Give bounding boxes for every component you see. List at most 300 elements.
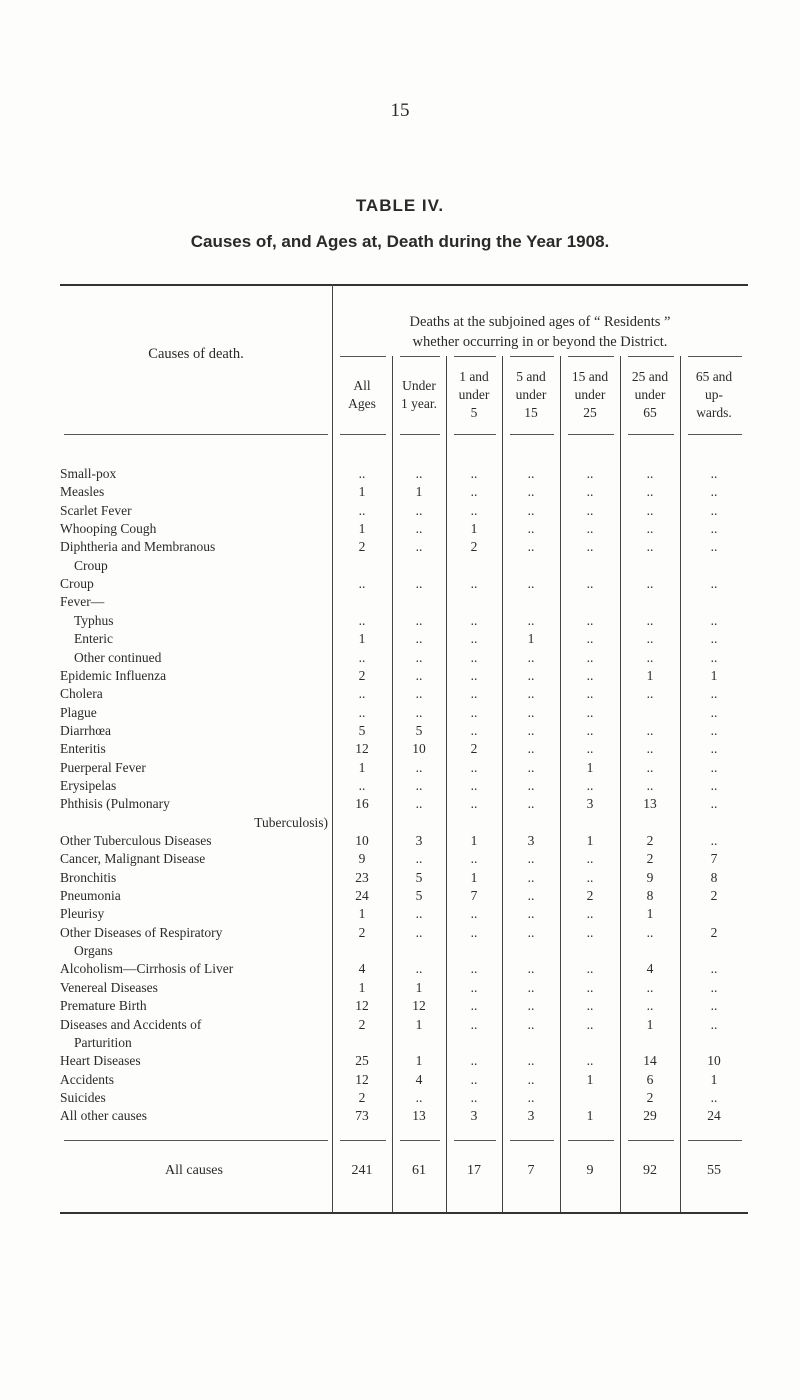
table-cell: .. (710, 1016, 718, 1032)
cause-label: Parturition (74, 1034, 132, 1050)
table-cell: 1 (646, 906, 654, 922)
table-cell: 8 (710, 869, 718, 885)
table-cell: .. (527, 722, 535, 738)
table-cell: 1 (415, 484, 423, 500)
table-cell: 1 (710, 667, 718, 683)
table-cell: .. (470, 631, 478, 647)
table-cell: .. (470, 851, 478, 867)
table-cell: 1 (470, 521, 478, 537)
table-cell: .. (527, 704, 535, 720)
table-cell: .. (586, 741, 594, 757)
table-cell: 2 (586, 888, 594, 904)
table-cell: .. (415, 796, 423, 812)
table-cell: .. (646, 612, 654, 628)
totals-separator (340, 1140, 386, 1141)
cause-label: Diseases and Accidents of (60, 1016, 202, 1032)
column-header (621, 368, 679, 422)
table-cell: .. (527, 851, 535, 867)
table-cell: 1 (470, 833, 478, 848)
table-cell: .. (586, 998, 594, 1014)
header-separator (454, 356, 496, 357)
cause-label: Enteric (74, 631, 113, 647)
table-cell: .. (586, 539, 594, 555)
table-cell: 1 (358, 759, 366, 775)
cause-label: Diarrhœa (60, 722, 111, 738)
column-header-line: under (634, 387, 666, 402)
header-bottom-separator (400, 434, 440, 435)
table-cell: .. (470, 777, 478, 793)
totals-label: All causes (165, 1163, 223, 1178)
table-cell: .. (586, 466, 594, 481)
table-cell: .. (527, 466, 535, 481)
column-header-line: 25 and (631, 369, 669, 384)
table-cell: .. (586, 502, 594, 518)
table-cell: .. (646, 722, 654, 738)
table-cell: 25 (355, 1053, 369, 1069)
table-cell: 2 (710, 924, 718, 940)
table-top-rule (60, 284, 748, 286)
table-cell: .. (646, 741, 654, 757)
table-cell: .. (527, 1071, 535, 1087)
table-cell: 1 (586, 1108, 594, 1124)
table-row (0, 723, 800, 741)
header-bottom-separator (64, 434, 328, 435)
column-header-line: wards. (696, 405, 732, 420)
cause-label: Scarlet Fever (60, 502, 132, 518)
table-row (0, 796, 800, 814)
table-row (0, 686, 800, 704)
table-cell: 9 (646, 869, 654, 885)
table-cell: .. (586, 576, 594, 592)
column-header (393, 377, 445, 413)
table-cell: .. (710, 686, 718, 702)
table-cell: 2 (646, 1089, 654, 1105)
table-cell: .. (710, 759, 718, 775)
table-cell: .. (527, 502, 535, 518)
page-number: 15 (390, 100, 410, 121)
table-cell: .. (527, 998, 535, 1014)
table-row (0, 1053, 800, 1071)
table-cell: 10 (355, 833, 369, 848)
table-cell: .. (470, 1016, 478, 1032)
table-cell: .. (470, 466, 478, 481)
table-cell: .. (470, 1071, 478, 1087)
table-cell: 13 (412, 1108, 426, 1124)
table-cell: .. (470, 1053, 478, 1069)
table-row (0, 760, 800, 778)
table-cell: .. (646, 502, 654, 518)
table-cell: .. (527, 612, 535, 628)
table-cell: .. (710, 539, 718, 555)
table-cell: .. (470, 704, 478, 720)
table-row (0, 980, 800, 998)
table-cell: 1 (358, 521, 366, 537)
cause-label: Croup (74, 557, 108, 573)
header-bottom-separator (568, 434, 614, 435)
table-cell: 1 (527, 631, 535, 647)
table-cell: .. (710, 649, 718, 665)
table-title: TABLE IV. (355, 196, 445, 215)
table-cell: 2 (358, 539, 366, 555)
table-row (0, 1108, 800, 1126)
table-cell: 5 (415, 888, 423, 904)
table-cell: 10 (707, 1053, 721, 1069)
table-cell: .. (710, 777, 718, 793)
table-cell: .. (646, 979, 654, 995)
cause-label: Other Tuberculous Diseases (60, 833, 212, 848)
table-cell: .. (710, 631, 718, 647)
cause-label: Accidents (60, 1071, 114, 1087)
table-cell: .. (415, 906, 423, 922)
table-row (0, 705, 800, 723)
table-cell: .. (646, 521, 654, 537)
table-cell: .. (415, 759, 423, 775)
table-cell: .. (586, 612, 594, 628)
cause-label: Erysipelas (60, 777, 117, 793)
header-bottom-separator (340, 434, 386, 435)
table-cell: .. (415, 851, 423, 867)
header-bottom-separator (510, 434, 554, 435)
header-bottom-separator (628, 434, 674, 435)
table-cell: .. (415, 924, 423, 940)
cause-label: Fever— (60, 594, 105, 610)
table-cell: 3 (586, 796, 594, 812)
table-cell: .. (527, 484, 535, 500)
totals-cell: 241 (351, 1163, 373, 1178)
column-header (681, 368, 747, 422)
table-cell: .. (710, 704, 718, 720)
table-cell: 2 (358, 1016, 366, 1032)
table-cell: 2 (470, 741, 478, 757)
table-cell: .. (358, 502, 366, 518)
table-cell: 10 (412, 741, 426, 757)
table-cell: .. (710, 612, 718, 628)
table-cell: 4 (646, 961, 654, 977)
table-cell: 1 (646, 1016, 654, 1032)
table-row (0, 906, 800, 924)
column-header-line: Ages (348, 396, 376, 411)
table-cell: .. (415, 521, 423, 537)
column-header-line: 15 (524, 405, 538, 420)
cause-label: Croup (60, 576, 94, 592)
cause-label: Suicides (60, 1089, 106, 1105)
table-cell: 3 (527, 1108, 535, 1124)
table-cell: .. (527, 759, 535, 775)
table-cell: 2 (646, 833, 654, 848)
totals-cell: 55 (707, 1163, 721, 1178)
cause-label: Measles (60, 484, 105, 500)
table-cell: 1 (586, 759, 594, 775)
table-cell: 14 (643, 1053, 657, 1069)
header-span-line1: Deaths at the subjoined ages of “ Residents ” (409, 314, 671, 330)
totals-separator (400, 1140, 440, 1141)
cause-label: Plague (60, 704, 97, 720)
column-header-line: 1 and (459, 369, 489, 384)
totals-separator (454, 1140, 496, 1141)
header-bottom-separator (454, 434, 496, 435)
column-header-line: 65 and (695, 369, 733, 384)
cause-label: Cancer, Malignant Disease (60, 851, 206, 867)
table-cell: 9 (358, 851, 366, 867)
totals-cell: 7 (527, 1163, 535, 1178)
totals-cell: 61 (412, 1163, 426, 1178)
table-cell: .. (646, 484, 654, 500)
table-subtitle: Causes of, and Ages at, Death during the Year 1908. (190, 232, 610, 251)
table-cell: 5 (415, 869, 423, 885)
column-header-line: under (515, 387, 547, 402)
table-row (0, 1090, 800, 1108)
table-cell: 3 (415, 833, 423, 848)
table-cell: .. (646, 759, 654, 775)
totals-separator (64, 1140, 328, 1141)
table-cell: .. (470, 924, 478, 940)
table-cell: .. (527, 649, 535, 665)
table-cell: .. (415, 961, 423, 977)
table-cell: .. (586, 704, 594, 720)
table-cell: .. (527, 979, 535, 995)
column-header (503, 368, 559, 422)
table-row (0, 1017, 800, 1035)
cause-label: Other continued (74, 649, 162, 665)
table-cell: .. (710, 833, 718, 848)
column-header-line: 25 (583, 405, 597, 420)
totals-cell: 92 (643, 1163, 657, 1178)
table-row (0, 539, 800, 557)
table-cell: .. (710, 466, 718, 481)
cause-label: Whooping Cough (60, 521, 157, 537)
table-cell: 24 (355, 888, 369, 904)
table-cell: .. (527, 576, 535, 592)
cause-label: Pleurisy (60, 906, 105, 922)
table-cell: .. (527, 521, 535, 537)
table-cell: .. (415, 466, 423, 481)
table-row (0, 1072, 800, 1090)
table-cell: .. (527, 667, 535, 683)
table-cell: 1 (358, 979, 366, 995)
column-header-line: 65 (643, 405, 657, 420)
table-cell: .. (527, 686, 535, 702)
cause-label: Tuberculosis) (254, 814, 328, 830)
table-cell: 1 (415, 1053, 423, 1069)
table-cell: .. (470, 998, 478, 1014)
totals-separator (628, 1140, 674, 1141)
table-cell: .. (586, 777, 594, 793)
totals-cell: 17 (467, 1163, 481, 1178)
header-separator (568, 356, 614, 357)
table-cell: 1 (470, 869, 478, 885)
table-cell: .. (358, 466, 366, 481)
table-row (0, 851, 800, 869)
table-cell: 24 (707, 1108, 721, 1124)
cause-label: Venereal Diseases (60, 979, 158, 995)
totals-separator (510, 1140, 554, 1141)
table-cell: 8 (646, 888, 654, 904)
table-cell: .. (358, 649, 366, 665)
table-cell: .. (586, 869, 594, 885)
table-cell: .. (710, 576, 718, 592)
table-cell: .. (470, 906, 478, 922)
column-header (561, 368, 619, 422)
cause-label: Bronchitis (60, 869, 117, 885)
cause-label: Diphtheria and Membranous (60, 539, 216, 555)
cause-label: Puerperal Fever (60, 759, 146, 775)
table-cell: .. (470, 612, 478, 628)
table-cell: .. (527, 1053, 535, 1069)
table-cell: .. (470, 484, 478, 500)
cause-label: Cholera (60, 686, 103, 702)
table-cell: 1 (710, 1071, 718, 1087)
cause-label: Epidemic Influenza (60, 667, 167, 683)
table-cell: .. (586, 686, 594, 702)
table-cell: .. (710, 796, 718, 812)
table-cell: .. (415, 502, 423, 518)
table-cell: 1 (358, 484, 366, 500)
column-header-line: All (353, 378, 371, 393)
table-cell: .. (710, 961, 718, 977)
table-cell: .. (710, 998, 718, 1014)
table-row (0, 650, 800, 668)
table-cell: .. (470, 722, 478, 738)
table-cell: .. (646, 777, 654, 793)
table-cell: .. (415, 576, 423, 592)
table-cell: .. (586, 631, 594, 647)
header-span-line2: whether occurring in or beyond the District. (412, 334, 668, 350)
table-cell: 2 (470, 539, 478, 555)
header-age-span (332, 312, 748, 352)
table-cell: .. (586, 979, 594, 995)
table-cell: 12 (412, 998, 426, 1014)
table-cell: .. (527, 888, 535, 904)
table-cell: .. (586, 851, 594, 867)
table-row (0, 576, 800, 594)
table-cell: 16 (355, 796, 369, 812)
header-separator (340, 356, 386, 357)
table-cell: .. (470, 576, 478, 592)
table-cell: .. (358, 704, 366, 720)
table-cell: .. (358, 777, 366, 793)
table-cell: .. (710, 502, 718, 518)
totals-separator (688, 1140, 742, 1141)
table-cell: 12 (355, 1071, 369, 1087)
table-row (0, 503, 800, 521)
table-row (0, 870, 800, 888)
table-cell: .. (646, 924, 654, 940)
table-row (0, 521, 800, 539)
table-cell: .. (586, 924, 594, 940)
column-header-line: 5 and (516, 369, 546, 384)
table-cell: .. (527, 1016, 535, 1032)
table-row (0, 833, 800, 851)
table-row (0, 925, 800, 943)
table-row (0, 815, 800, 833)
table-row (0, 558, 800, 576)
column-header (333, 377, 391, 413)
table-bottom-rule (60, 1212, 748, 1214)
table-cell: .. (470, 649, 478, 665)
table-cell: .. (646, 576, 654, 592)
cause-label: Enteritis (60, 741, 106, 757)
table-cell: .. (527, 796, 535, 812)
header-separator (400, 356, 440, 357)
header-causes: Causes of death. (148, 346, 244, 362)
table-cell: 3 (470, 1108, 478, 1124)
table-cell: .. (470, 979, 478, 995)
table-cell: .. (646, 686, 654, 702)
table-cell: .. (527, 924, 535, 940)
table-cell: .. (710, 741, 718, 757)
table-row (0, 741, 800, 759)
cause-label: Heart Diseases (60, 1053, 141, 1069)
cause-label: Pneumonia (60, 888, 121, 904)
table-cell: .. (527, 777, 535, 793)
cause-label: Small-pox (60, 466, 117, 481)
table-cell: .. (586, 906, 594, 922)
table-row (0, 998, 800, 1016)
table-row (0, 943, 800, 961)
header-separator (628, 356, 674, 357)
table-cell: .. (470, 502, 478, 518)
table-cell: .. (527, 741, 535, 757)
cause-label: Organs (74, 943, 113, 959)
table-cell: 2 (646, 851, 654, 867)
table-cell: 2 (358, 1089, 366, 1105)
table-cell: .. (415, 631, 423, 647)
cause-label: All other causes (60, 1108, 147, 1124)
table-cell: .. (415, 612, 423, 628)
table-cell: .. (646, 466, 654, 481)
table-cell: .. (586, 1016, 594, 1032)
table-cell: 13 (643, 796, 657, 812)
column-header-line: up- (705, 387, 723, 402)
table-cell: 6 (646, 1071, 654, 1087)
table-cell: .. (415, 1089, 423, 1105)
table-cell: 5 (358, 722, 366, 738)
table-cell: 29 (643, 1108, 657, 1124)
cause-label: Typhus (74, 612, 114, 628)
header-separator (510, 356, 554, 357)
table-cell: .. (646, 998, 654, 1014)
column-header-line: under (574, 387, 606, 402)
table-cell: 73 (355, 1108, 369, 1124)
table-cell: .. (586, 484, 594, 500)
column-header-line: Under (402, 378, 436, 393)
table-cell: .. (527, 961, 535, 977)
table-cell: 2 (710, 888, 718, 904)
table-cell: .. (586, 667, 594, 683)
table-row (0, 961, 800, 979)
table-row (0, 668, 800, 686)
table-cell: 1 (358, 631, 366, 647)
column-header (447, 368, 501, 422)
table-cell: .. (358, 576, 366, 592)
table-cell: .. (586, 722, 594, 738)
table-cell: .. (415, 704, 423, 720)
cause-label: Other Diseases of Respiratory (60, 924, 223, 940)
column-header-line: under (458, 387, 490, 402)
table-cell: 5 (415, 722, 423, 738)
table-cell: 1 (415, 1016, 423, 1032)
table-cell: .. (470, 1089, 478, 1105)
table-cell: 1 (358, 906, 366, 922)
table-cell: 1 (586, 1071, 594, 1087)
table-cell: .. (646, 649, 654, 665)
table-cell: .. (710, 979, 718, 995)
table-cell: .. (415, 667, 423, 683)
table-cell: 12 (355, 741, 369, 757)
header-separator (688, 356, 742, 357)
totals-cell: 9 (586, 1163, 594, 1178)
table-cell: .. (646, 631, 654, 647)
